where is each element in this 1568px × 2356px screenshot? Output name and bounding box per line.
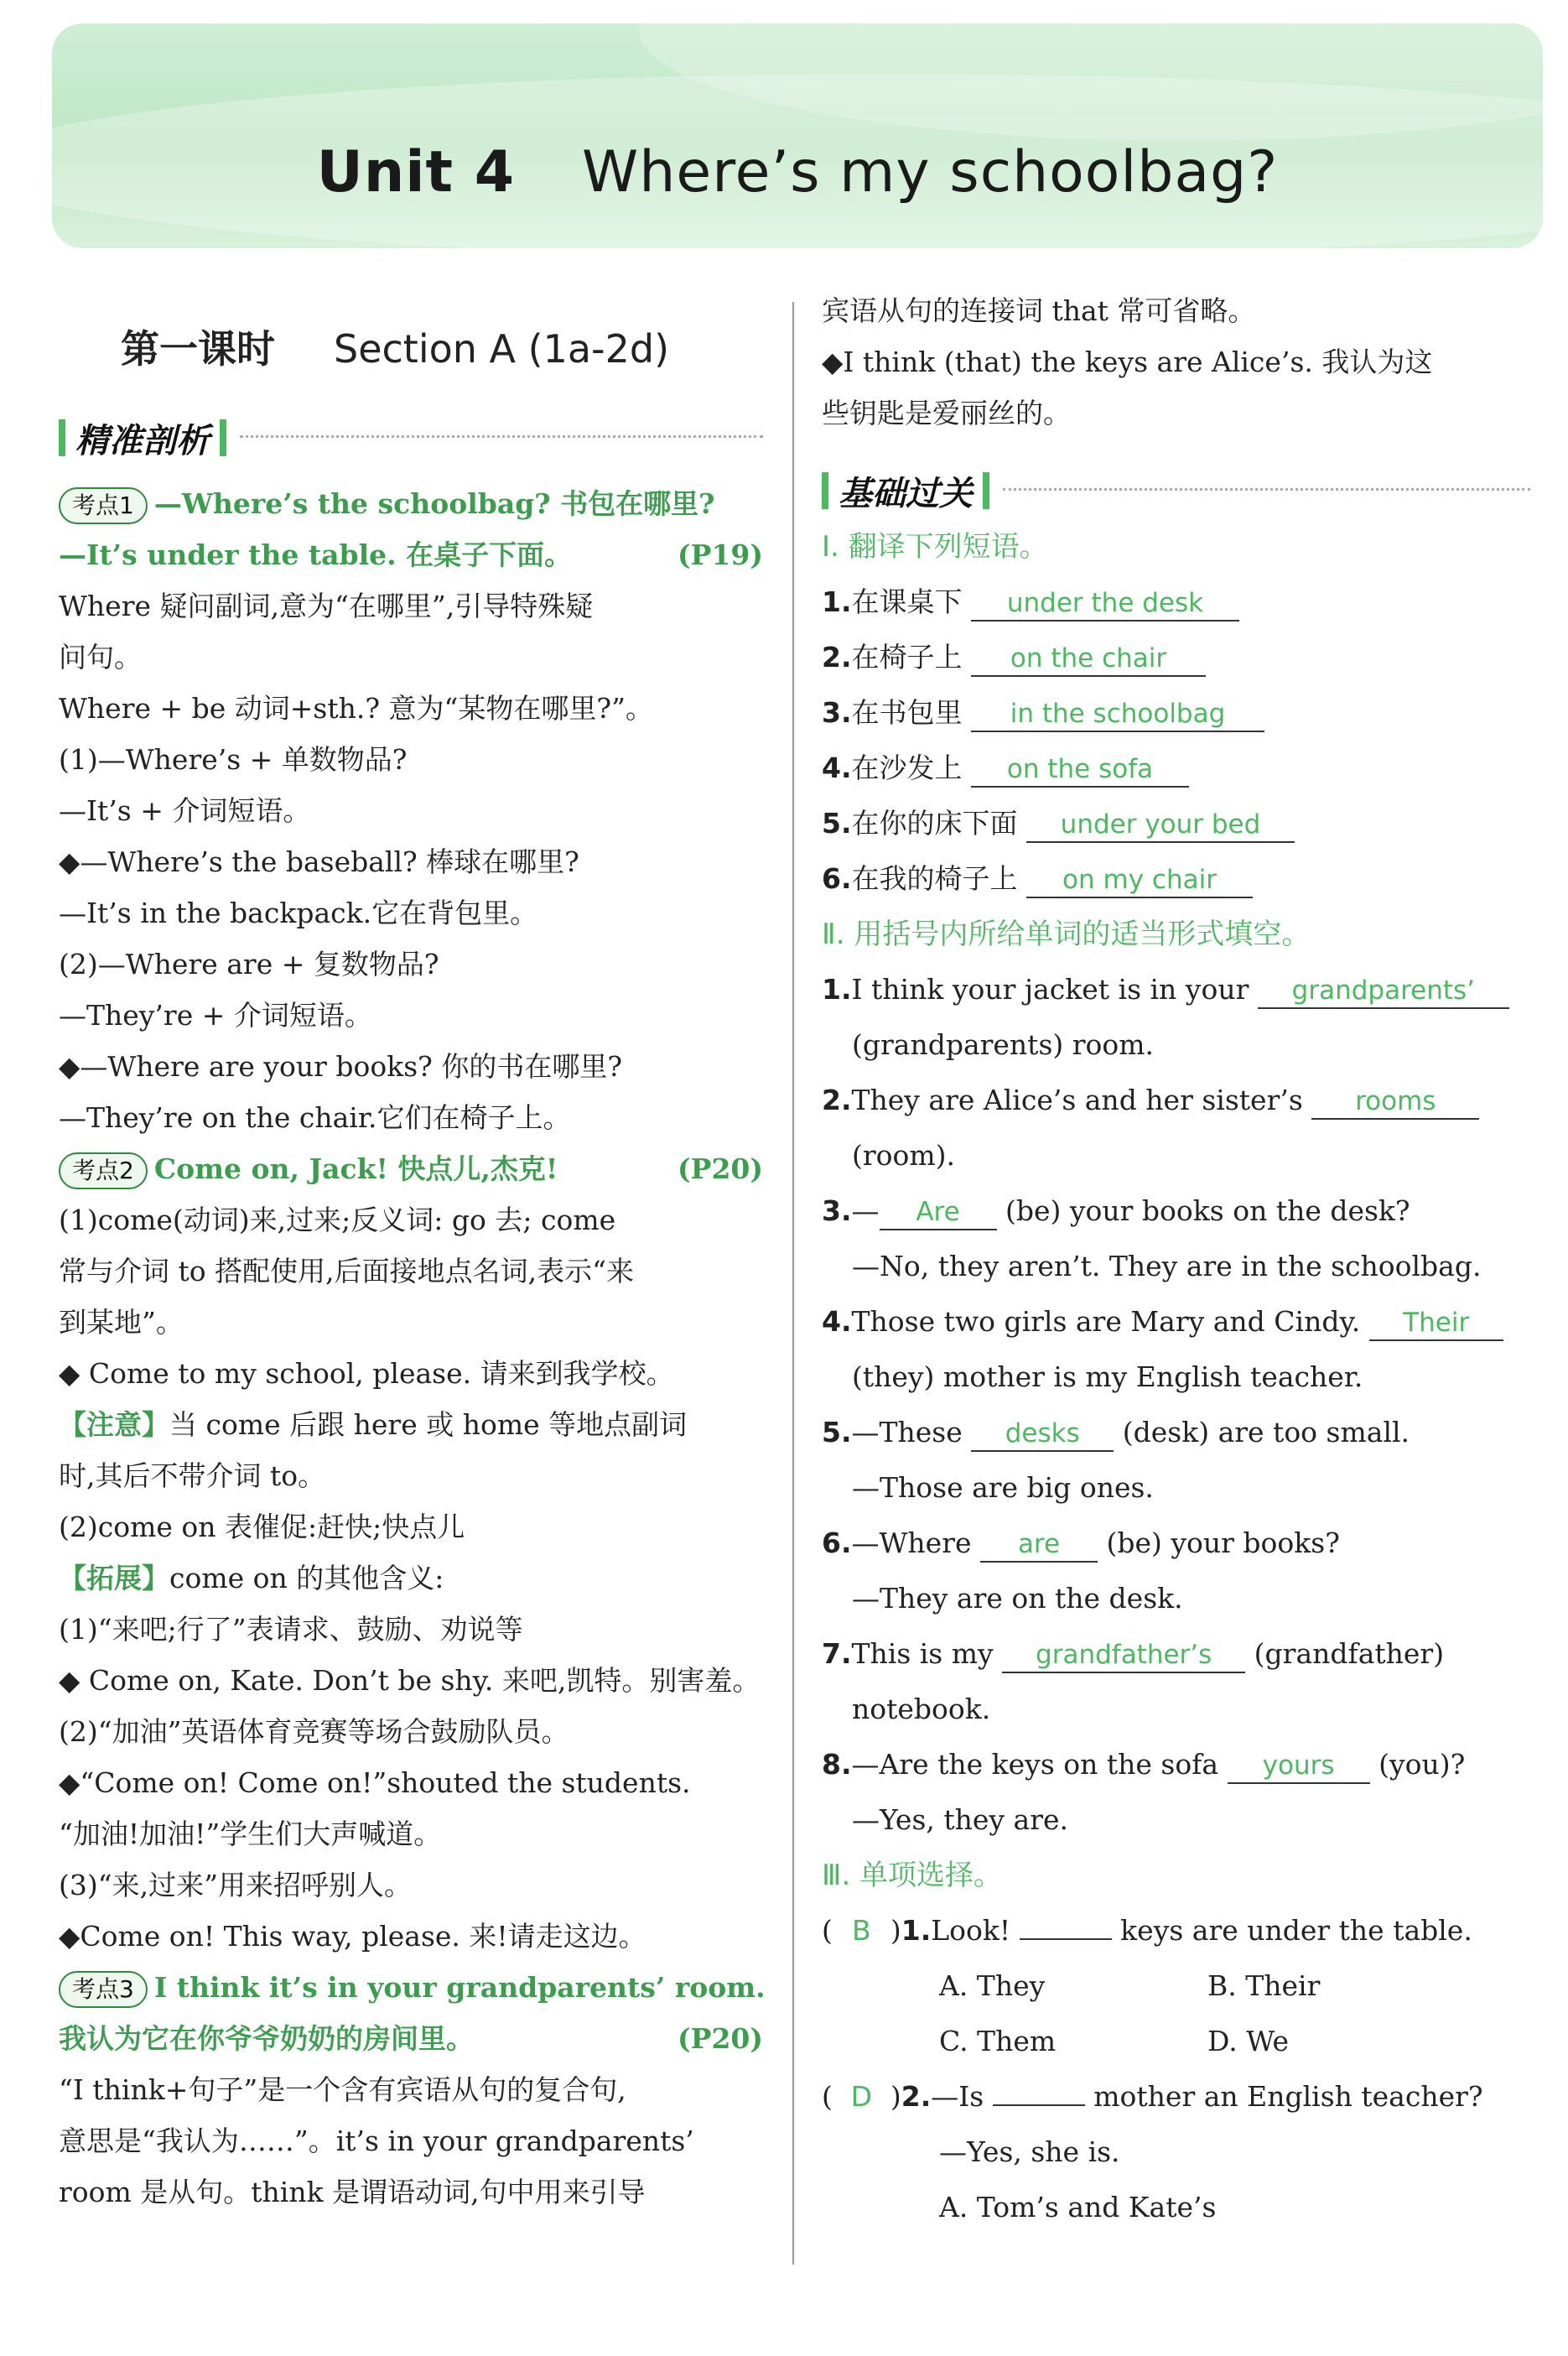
question-item: 4.在沙发上 on the sofa bbox=[822, 741, 1530, 796]
key-point-3: 考点3 I think it’s in your grandparents’ room. 我认为它在你爷爷奶奶的房间里。 (P20) “I think+句子”是一个含有宾语从句的复合句, 意思是“我认为……”。it’s in your grandparents’ room 是从句。think 是谓语动词,句中用来引导 bbox=[59, 1971, 766, 2208]
mc-answer: D bbox=[850, 2080, 873, 2113]
key-point-2: 考点2 Come on, Jack! 快点儿,杰克! (P20) (1)come(动词)来,过来;反义词: go 去; come 常与介词 to 搭配使用,后面接地点名词,表示“来 到某地”。 ◆ Come to my school, please. 请来到我学校。 【注意】当 come 后跟 here 或 home 等地点副词 时,其后不带介词 to。 (2)come on 表催促:赶快;快点儿 【拓展】come on 的其他含义: (1)“来吧;行了”表请求、鼓励、劝说等 ◆ Come on, Kate. Don’t be shy. 来吧,凯特。别害羞。 (2)“加油”英语体育竞赛等场合鼓励队员。 ◆“Come on! Come on!”shouted the students. “加油!加油!”学生们大声喊道。 (3)“来,过来”用来招呼别人。 ◆Come on! This way, please. 来!请走这边。 bbox=[59, 1152, 763, 1953]
unit-number: Unit 4 bbox=[316, 139, 516, 205]
answer-blank: yours bbox=[1228, 1749, 1370, 1784]
unit-banner bbox=[52, 23, 1543, 248]
answer-blank: Are bbox=[880, 1195, 997, 1230]
key-point-tag: 考点1 bbox=[59, 487, 148, 524]
answer-blank: on the sofa bbox=[971, 752, 1189, 788]
unit-title bbox=[52, 139, 1543, 205]
unit-name: Where’s my schoolbag? bbox=[582, 139, 1279, 205]
mc-answer: B bbox=[852, 1914, 871, 1947]
answer-blank: are bbox=[980, 1527, 1098, 1563]
answer-blank: on my chair bbox=[1026, 863, 1253, 898]
lesson-title: 第一课时 Section A (1a-2d) bbox=[121, 326, 670, 372]
right-column: 宾语从句的连接词 that 常可省略。 ◆I think (that) the keys are Alice’s. 我认为这 些钥匙是爱丽丝的。 基础过关 Ⅰ. 翻译下列短语。 1.在课桌下 under the desk 2.在椅子上 on the chair 3.在书包里 in the schoolbag 4.在沙发上 on the sofa 5.在你的床下面 under your bed 6.在我的椅子上 on my chair Ⅱ. 用括号内所给单词的适当形式填空。 1.I think your jacket is in your grandparents’ (grandparents) room. 2.They are Alice’s and her sister’s rooms (room). 3.— Are (be) your books on the desk? —No, they aren’t. They are in the schoolbag. 4.Those two girls are Mary and Cindy. Their (they) mother is my English teacher. 5.—These desks (desk) are too small. —Those are big ones. 6.—Where are (be) your books? —They are on the desk. 7.This is my grandfather’s (grandfather) notebook. 8.—Are the keys on the sofa yours (you)? —Yes, they are. Ⅲ. 单项选择。 ( B )1.Look! keys are under the table. A. They B. Their C. Them D. We ( D )2.—Is mother an English teacher? —Yes, she is. A. Tom’s and Kate’s bbox=[822, 285, 1530, 2235]
answer-blank bbox=[1020, 1938, 1112, 1940]
answer-blank: Their bbox=[1369, 1306, 1503, 1341]
question-item: 2.在椅子上 on the chair bbox=[822, 630, 1530, 685]
mc-question: ( B )1.Look! keys are under the table. bbox=[822, 1903, 1530, 1958]
section-header-practice: 基础过关 bbox=[822, 469, 1530, 512]
question-item: 6.在我的椅子上 on my chair bbox=[822, 851, 1530, 907]
key-point-1: 考点1 —Where’s the schoolbag? 书包在哪里? —It’s under the table. 在桌子下面。 (P19) Where 疑问副词,意为“在哪里”,引导特殊疑 问句。 Where + be 动词+sth.? 意为“某物在哪里?”。 (1)—Where’s + 单数物品? —It’s + 介词短语。 ◆—Where’s the baseball? 棒球在哪里? —It’s in the backpack.它在背包里。 (2)—Where are + 复数物品? —They’re + 介词短语。 ◆—Where are your books? 你的书在哪里? —They’re on the chair.它们在椅子上。 bbox=[59, 487, 763, 1134]
answer-blank: grandparents’ bbox=[1258, 974, 1509, 1009]
key-point-tag: 考点3 bbox=[59, 1971, 148, 2008]
answer-blank: under the desk bbox=[971, 586, 1239, 622]
answer-blank bbox=[993, 2104, 1085, 2106]
left-column bbox=[59, 285, 766, 2218]
question-item: 5.在你的床下面 under your bed bbox=[822, 796, 1530, 851]
part-1-translate: Ⅰ. 翻译下列短语。 1.在课桌下 under the desk 2.在椅子上 on the chair 3.在书包里 in the schoolbag 4.在沙发上 on the sofa 5.在你的床下面 under your bed 6.在我的椅子上 on my chair bbox=[822, 519, 1530, 907]
answer-blank: grandfather’s bbox=[1002, 1638, 1245, 1673]
part-3-multiple-choice: Ⅲ. 单项选择。 ( B )1.Look! keys are under the table. A. They B. Their C. Them D. We ( D )2.—Is mother an English teacher? —Yes, she is. A. Tom’s and Kate’s bbox=[822, 1848, 1530, 2235]
mc-question: ( D )2.—Is mother an English teacher? bbox=[822, 2069, 1530, 2125]
key-point-tag: 考点2 bbox=[59, 1152, 148, 1189]
question-item: 3.在书包里 in the schoolbag bbox=[822, 685, 1530, 741]
question-item: 1.在课桌下 under the desk bbox=[822, 575, 1530, 630]
section-header-analysis: 精准剖析 bbox=[59, 416, 763, 460]
answer-blank: on the chair bbox=[971, 642, 1206, 677]
answer-blank: rooms bbox=[1311, 1084, 1479, 1120]
answer-blank: in the schoolbag bbox=[971, 697, 1264, 732]
answer-blank: under your bed bbox=[1026, 808, 1295, 843]
answer-blank: desks bbox=[971, 1417, 1114, 1452]
part-2-fill-in: Ⅱ. 用括号内所给单词的适当形式填空。 1.I think your jacket is in your grandparents’ (grandparents) room. 2.They are Alice’s and her sister’s rooms (room). 3.— Are (be) your books on the desk? —No, they aren’t. They are in the schoolbag. 4.Those two girls are Mary and Cindy. Their (they) mother is my English teacher. 5.—These desks (desk) are too small. —Those are big ones. 6.—Where are (be) your books? —They are on the desk. 7.This is my grandfather’s (grandfather) notebook. 8.—Are the keys on the sofa yours (you)? —Yes, they are. bbox=[822, 907, 1530, 1848]
column-divider bbox=[792, 302, 794, 2265]
